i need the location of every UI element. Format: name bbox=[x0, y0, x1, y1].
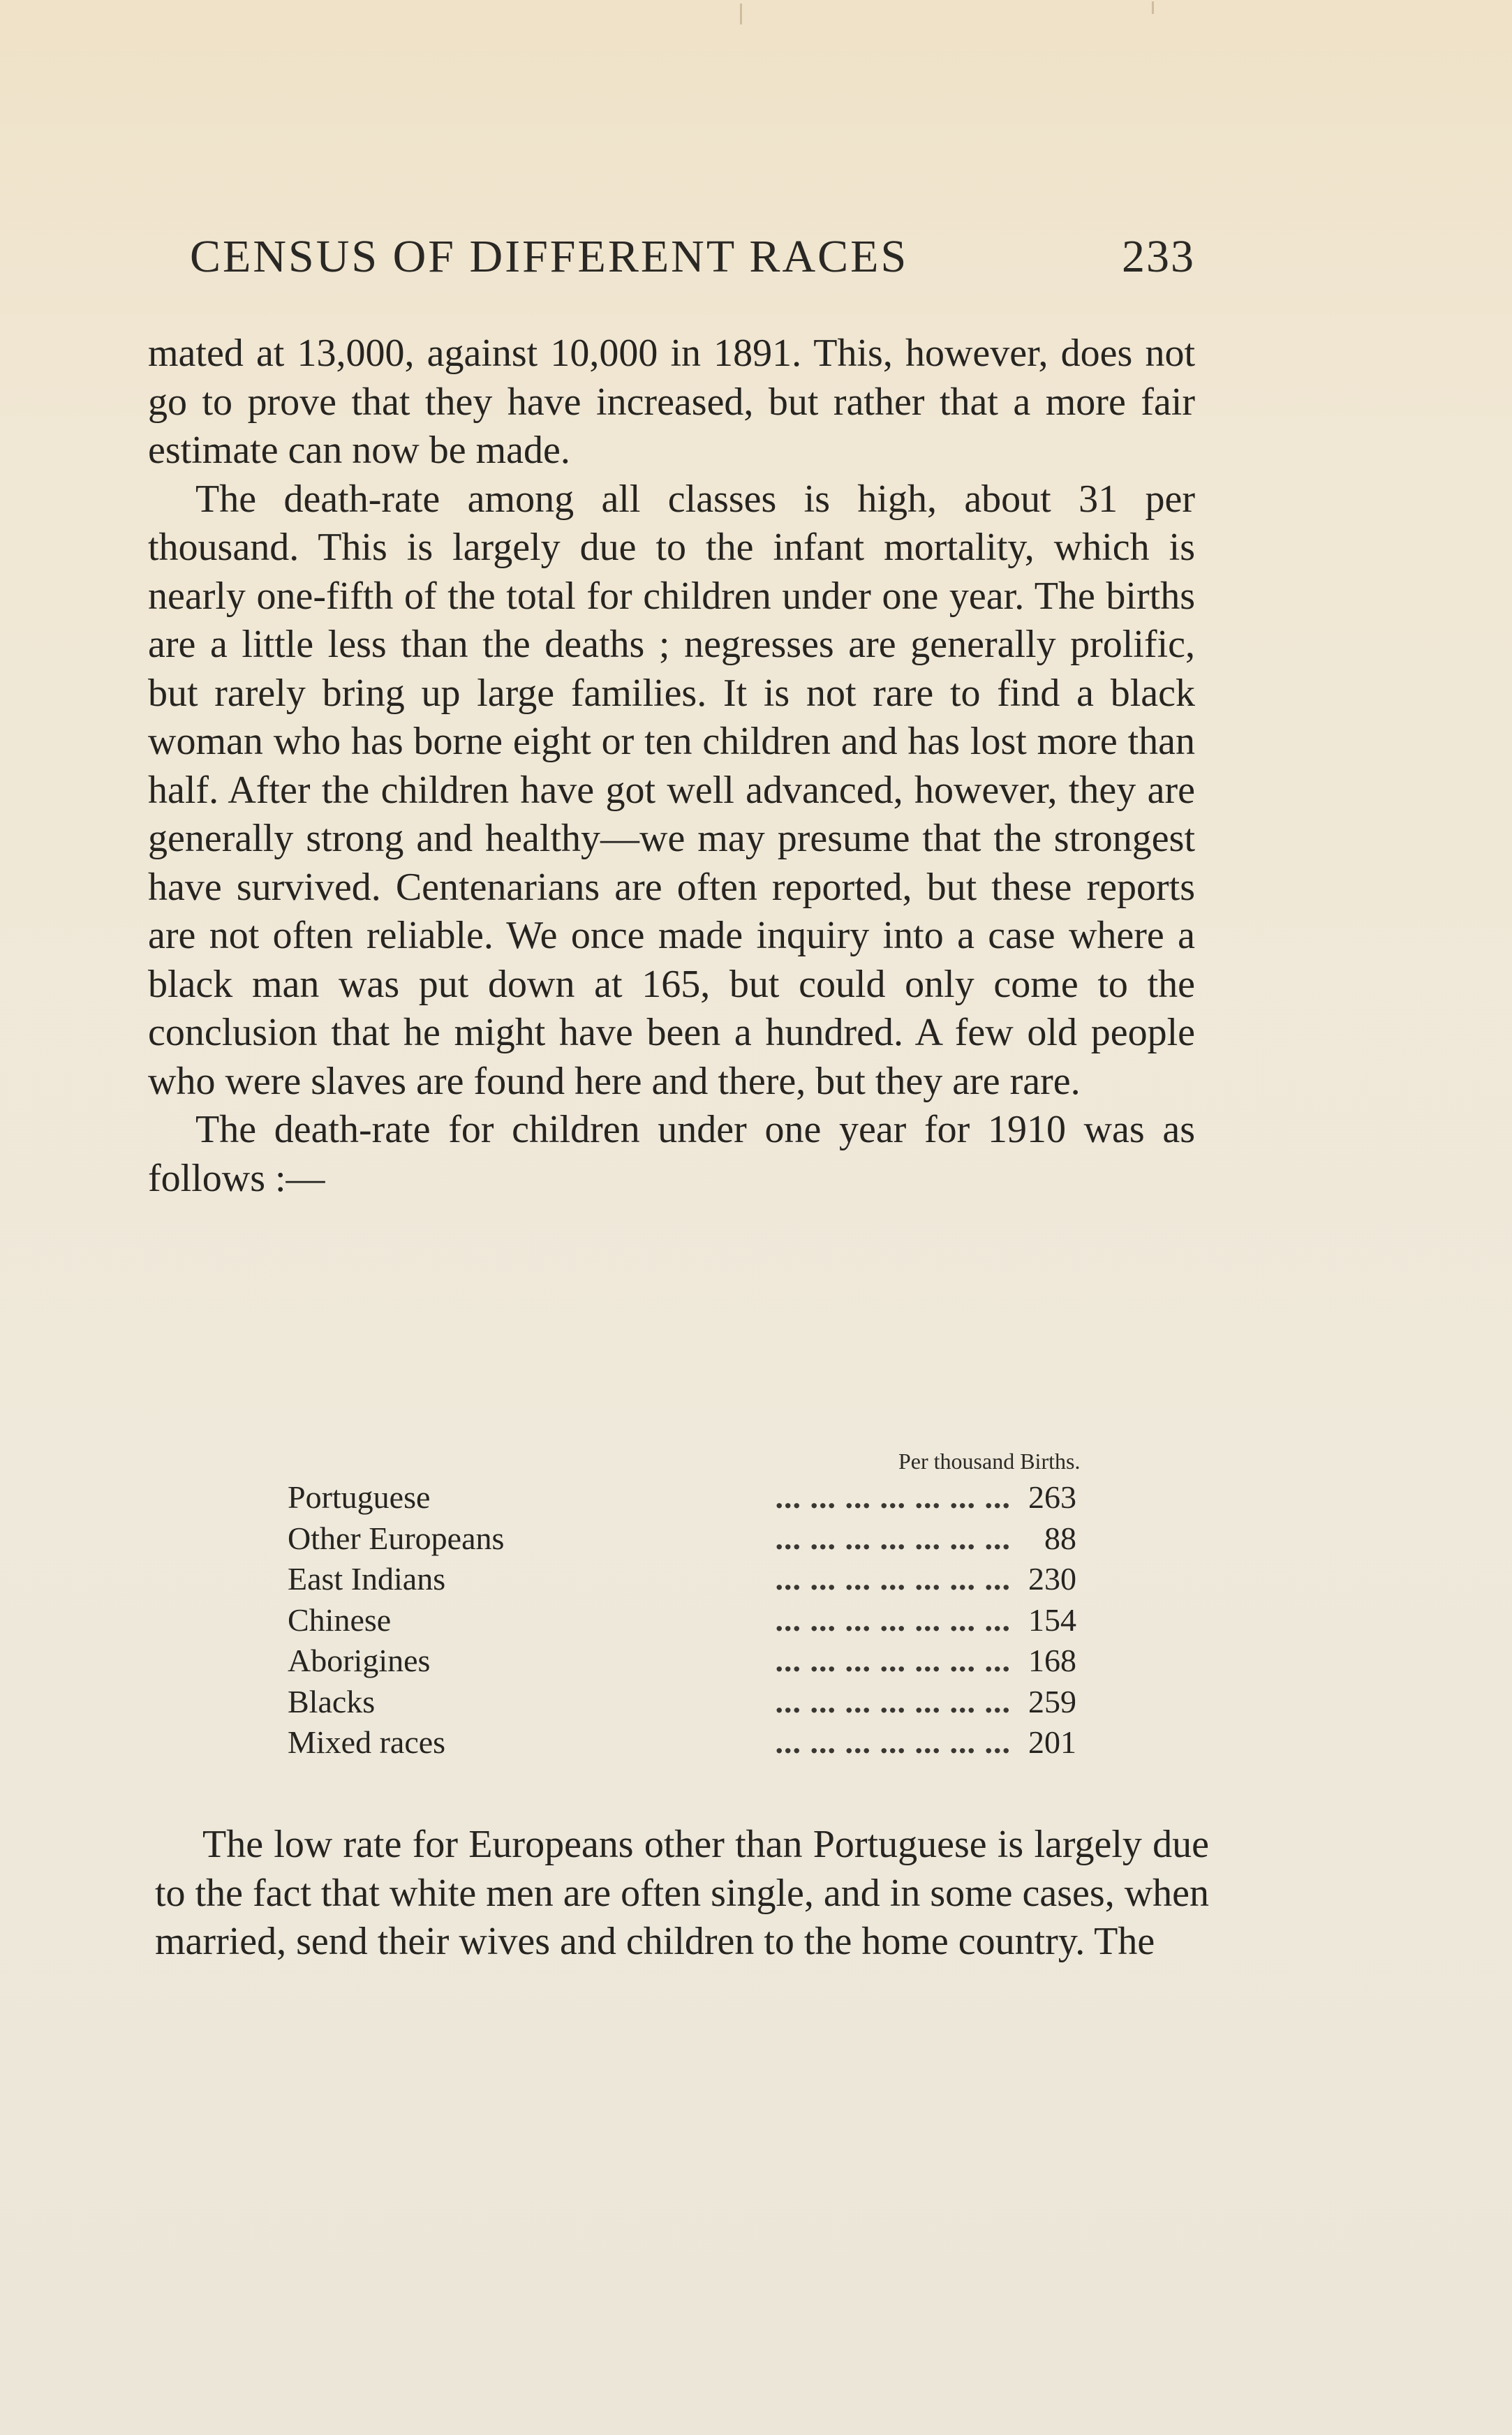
body-text-bottom bbox=[155, 1821, 1209, 1967]
paragraph: The death-rate for children under one year for 1910 was as follows :— bbox=[148, 1108, 1195, 1200]
table-row bbox=[288, 1683, 1076, 1724]
paper-mark bbox=[740, 3, 742, 24]
paragraph: The low rate for Europeans other than Portuguese is largely due to the fact that white men are often single, and in some cases, when married, send their wives and children to the home country. The bbox=[155, 1823, 1209, 1963]
dot-leader: ... ... ... ... ... ... ... bbox=[775, 1479, 1011, 1515]
body-text-top bbox=[148, 330, 1195, 1203]
death-rate-table bbox=[288, 1479, 1076, 1765]
dot-leader: ... ... ... ... ... ... ... bbox=[775, 1683, 1011, 1719]
row-value: 88 bbox=[1044, 1520, 1076, 1556]
row-label: Other Europeans bbox=[288, 1520, 505, 1556]
row-label: Chinese bbox=[288, 1601, 392, 1638]
row-label: Aborigines bbox=[288, 1643, 431, 1678]
row-value: 168 bbox=[1028, 1643, 1076, 1678]
paper-mark bbox=[1152, 1, 1154, 14]
table-row bbox=[288, 1560, 1076, 1601]
dot-leader: ... ... ... ... ... ... ... bbox=[775, 1724, 1011, 1760]
table-caption: Per thousand Births. bbox=[898, 1449, 1081, 1474]
paragraph: mated at 13,000, against 10,000 in 1891. This, however, does not go to prove that they have increased, but rather that a more fair estimate can now be made. bbox=[148, 332, 1195, 472]
row-value: 263 bbox=[1028, 1479, 1076, 1515]
dot-leader: ... ... ... ... ... ... ... bbox=[775, 1561, 1011, 1597]
row-value: 201 bbox=[1028, 1724, 1076, 1760]
paragraph: The death-rate among all classes is high, about 31 per thousand. This is largely due to the infant mortality, which is nearly one-fifth of the total for children under one year. The births are a little less than the deaths ; negresses are generally prolific, but rarely bring up large families. It is not rare to find a black woman who has borne eight or ten children and has lost more than half. After the children have got well advanced, however, they are generally strong and healthy—we may presume that the strongest have survived. Centenarians are often reported, but these reports are not often reliable. We once made inquiry into a case where a black man was put down at 165, but could only come to the conclusion that he might have been a hundred. A few old people who were slaves are found here and there, but they are rare. bbox=[148, 477, 1195, 1103]
dot-leader: ... ... ... ... ... ... ... bbox=[775, 1643, 1011, 1678]
table-row bbox=[288, 1724, 1076, 1765]
row-label: Mixed races bbox=[288, 1724, 446, 1760]
table-row bbox=[288, 1601, 1076, 1643]
dot-leader: ... ... ... ... ... ... ... bbox=[775, 1520, 1011, 1556]
row-value: 154 bbox=[1028, 1601, 1076, 1638]
row-value: 230 bbox=[1028, 1561, 1076, 1597]
table-row bbox=[288, 1520, 1076, 1561]
chapter-title: CENSUS OF DIFFERENT RACES bbox=[190, 231, 909, 282]
row-label: East Indians bbox=[288, 1561, 446, 1597]
running-head bbox=[190, 230, 1195, 293]
row-label: Portuguese bbox=[288, 1479, 431, 1515]
dot-leader: ... ... ... ... ... ... ... bbox=[775, 1601, 1011, 1638]
row-label: Blacks bbox=[288, 1683, 376, 1719]
row-value: 259 bbox=[1028, 1683, 1076, 1719]
table-row bbox=[288, 1642, 1076, 1683]
page-number: 233 bbox=[1122, 231, 1195, 282]
table-row bbox=[288, 1479, 1076, 1520]
